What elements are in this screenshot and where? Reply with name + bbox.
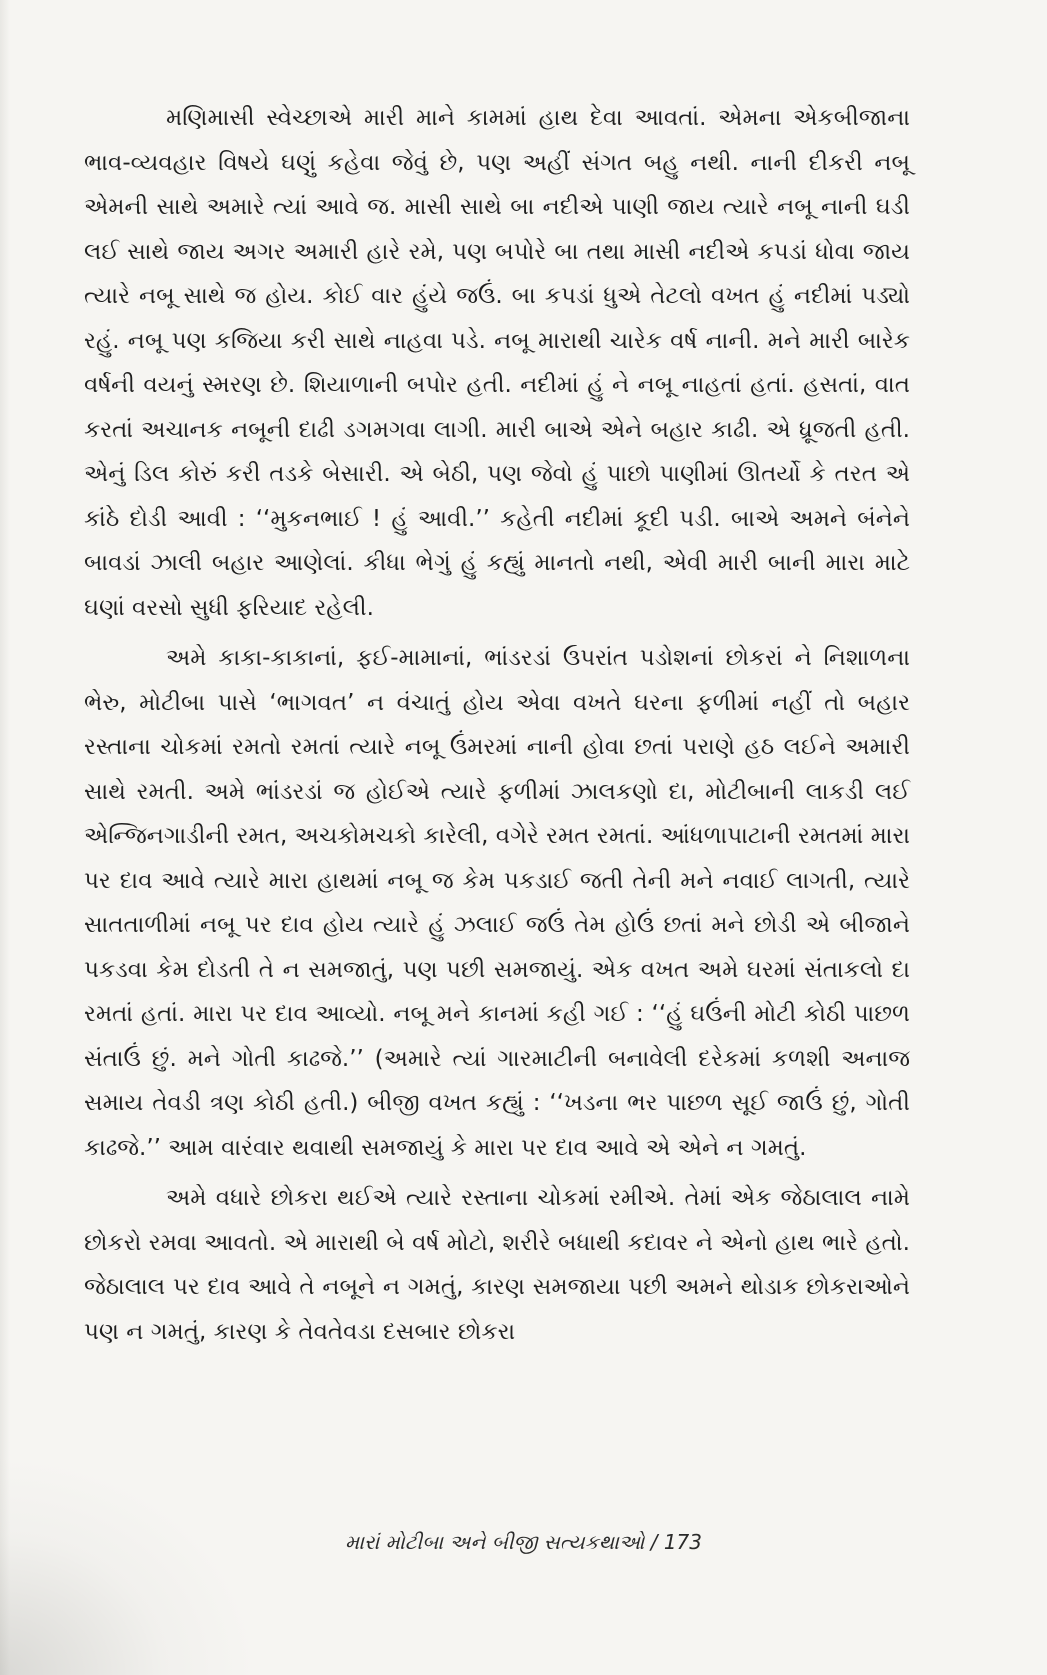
paragraph-1: મણિમાસી સ્વેચ્છાએ મારી માને કામમાં હાથ દેવા આવતાં. એમના એકબીજાના ભાવ-વ્યવહાર વિષયે ઘણું કહેવા જેવું છે, પણ અહીં સંગત બહુ નથી. નાની દીકરી નબૂ એમની સાથે અમારે ત્યાં આવે જ. માસી સાથે બા નદીએ પાણી જાય ત્યારે નબૂ નાની ઘડી લઈ સાથે જાય અગર અમારી હારે રમે, પણ બપોરે બા તથા માસી નદીએ કપડાં ધોવા જાય ત્યારે નબૂ સાથે જ હોય. કોઈ વાર હુંયે જઉં. બા કપડાં ધુએ તેટલો વખત હું નદીમાં પડ્યો રહું. નબૂ પણ કજિયા કરી સાથે નાહવા પડે. નબૂ મારાથી ચારેક વર્ષ નાની. મને મારી બારેક વર્ષની વયનું સ્મરણ છે. શિયાળાની બપોર હતી. નદીમાં હું ને નબૂ નાહતાં હતાં. હસતાં, વાત કરતાં અચાનક નબૂની દાઢી ડગમગવા લાગી. મારી બાએ એને બહાર કાઢી. એ ધ્રૂજતી હતી. એનું ડિલ કોરું કરી તડકે બેસારી. એ બેઠી, પણ જેવો હું પાછો પાણીમાં ઊતર્યો કે તરત એ કાંઠે દોડી આવી : ‘‘મુકનભાઈ ! હું આવી.’’ કહેતી નદીમાં કૂદી પડી. બાએ અમને બંનેને બાવડાં ઝાલી બહાર આણેલાં. કીધા ભેગું હું કહ્યું માનતો નથી, એવી મારી બાની મારા માટે ઘણાં વરસો સુધી ફરિયાદ રહેલી. xyxy=(84,105,910,621)
paragraph-2: અમે કાકા-કાકાનાં, ફઈ-મામાનાં, ભાંડરડાં ઉપરાંત પડોશનાં છોકરાં ને નિશાળના ભેરુ, મોટીબા પાસે ‘ભાગવત’ ન વંચાતું હોય એવા વખતે ઘરના ફળીમાં નહીં તો બહાર રસ્તાના ચોકમાં રમતો રમતાં ત્યારે નબૂ ઉંમરમાં નાની હોવા છતાં પરાણે હઠ લઈને અમારી સાથે રમતી. અમે ભાંડરડાં જ હોઈએ ત્યારે ફળીમાં ઝાલકણો દા, મોટીબાની લાકડી લઈ એન્જિનગાડીની રમત, અચકોમચકો કારેલી, વગેરે રમત રમતાં. આંધળાપાટાની રમતમાં મારા પર દાવ આવે ત્યારે મારા હાથમાં નબૂ જ કેમ પકડાઈ જતી તેની મને નવાઈ લાગતી, ત્યારે સાતતાળીમાં નબૂ પર દાવ હોય ત્યારે હું ઝલાઈ જઉં તેમ હોઉં છતાં મને છોડી એ બીજાને પકડવા કેમ દોડતી તે ન સમજાતું, પણ પછી સમજાયું. એક વખત અમે ઘરમાં સંતાકલો દા રમતાં હતાં. મારા પર દાવ આવ્યો. નબૂ મને કાનમાં કહી ગઈ : ‘‘હું ઘઉંની મોટી કોઠી પાછળ સંતાઉં છું. મને ગોતી કાઢજે.’’ (અમારે ત્યાં ગારમાટીની બનાવેલી દરેકમાં કળશી અનાજ સમાય તેવડી ત્રણ કોઠી હતી.) બીજી વખત કહ્યું : ‘‘ખડના ભર પાછળ સૂઈ જાઉં છું, ગોતી કાઢજે.’’ આમ વારંવાર થવાથી સમજાયું કે મારા પર દાવ આવે એ એને ન ગમતું. xyxy=(84,645,910,1161)
page-footer: મારાં મોટીબા અને બીજી સત્યકથાઓ / 173 xyxy=(345,1530,702,1554)
paragraph-3: અમે વધારે છોકરા થઈએ ત્યારે રસ્તાના ચોકમાં રમીએ. તેમાં એક જેઠાલાલ નામે છોકરો રમવા આવતો. એ મારાથી બે વર્ષ મોટો, શરીરે બધાથી કદાવર ને એનો હાથ ભારે હતો. જેઠાલાલ પર દાવ આવે તે નબૂને ન ગમતું, કારણ સમજાયા પછી અમને થોડાક છોકરાઓને પણ ન ગમતું, કારણ કે તેવતેવડા દસબાર છોકરા xyxy=(84,1185,910,1345)
page-edge-shadow xyxy=(0,0,10,1675)
body-text xyxy=(84,96,910,1360)
paper-speckle xyxy=(0,1455,260,1675)
